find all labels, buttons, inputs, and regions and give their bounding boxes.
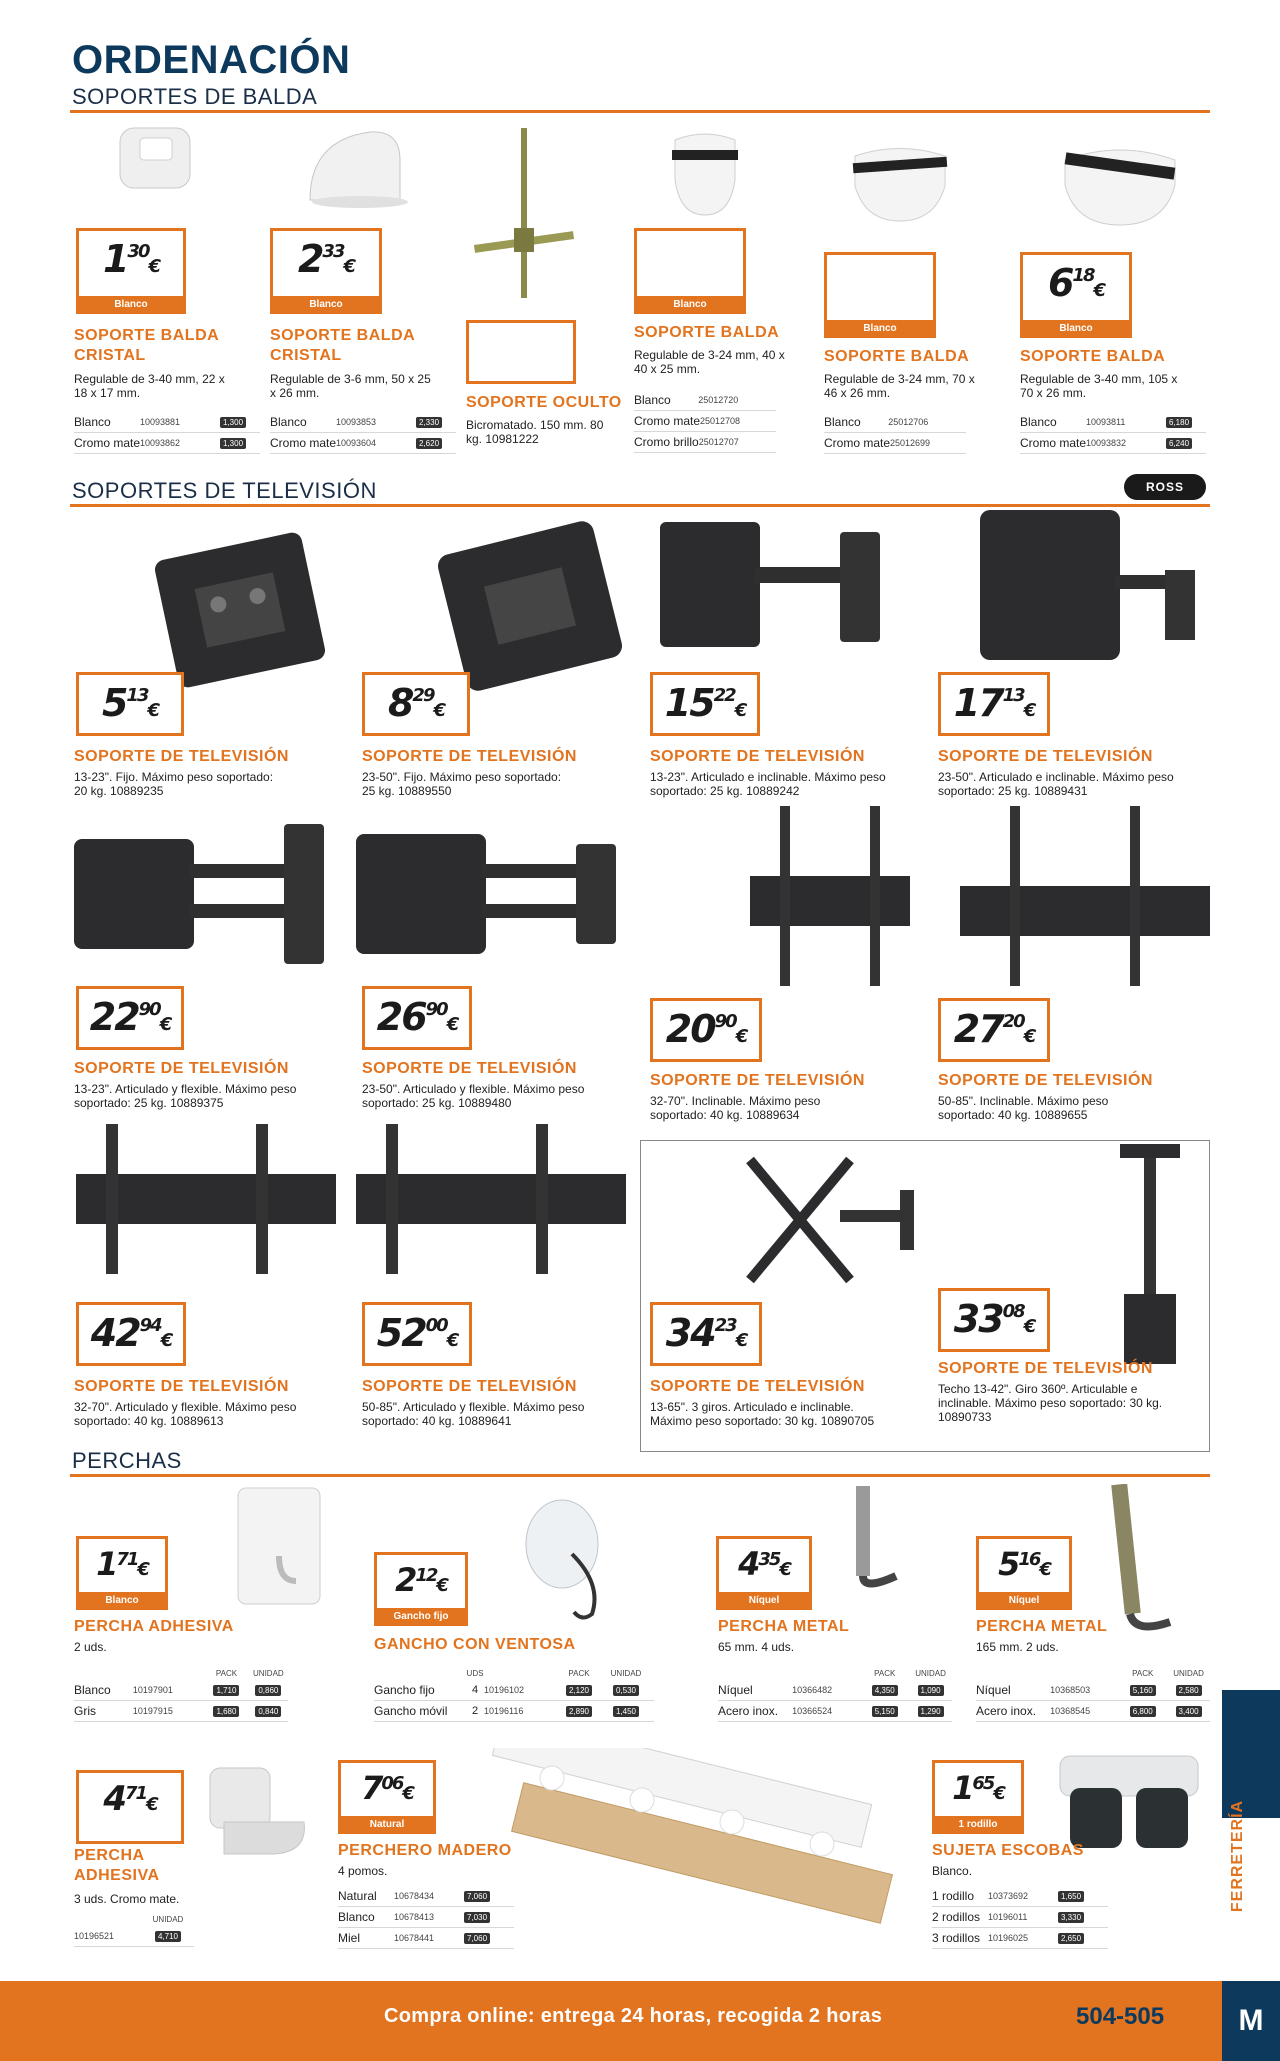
- product-description: 13-23". Articulado y flexible. Máximo peso soportado: 25 kg. 10889375: [74, 1082, 297, 1110]
- variant-row: Blanco 10093881 1,300: [74, 412, 260, 433]
- price-tag: $2^{12}€$ Gancho fijo: [374, 1552, 468, 1626]
- variant-row: Cromo mate 10093604 2,620: [270, 433, 456, 454]
- shelf-bracket-image: [110, 118, 210, 198]
- variant-row: Níquel 10368503 5,160 2,580: [976, 1680, 1210, 1701]
- price-tag: $52^{00}€$: [362, 1302, 472, 1366]
- price-tag: $4^{35}€$ Níquel: [716, 1536, 812, 1610]
- price-tag: $34^{23}€$: [650, 1302, 762, 1366]
- price-tag: $22^{90}€$: [76, 986, 184, 1050]
- metal-hook-image: [1100, 1484, 1180, 1644]
- table-header: UDS PACK UNIDAD: [466, 1668, 642, 1678]
- table-header: PACK UNIDAD: [215, 1668, 284, 1678]
- variant-table: [338, 1886, 514, 1949]
- product-description: Regulable de 3-6 mm, 50 x 25 x 26 mm.: [270, 372, 431, 400]
- variant-row: 2 rodillos 10196011 3,330: [932, 1907, 1108, 1928]
- product-name: SOPORTE DE TELEVISIÓN: [362, 1060, 577, 1077]
- product-description: 13-23". Articulado e inclinable. Máximo peso soportado: 25 kg. 10889242: [650, 770, 886, 798]
- variant-row: Miel 10678441 7,060: [338, 1928, 514, 1949]
- price-tag: Blanco: [634, 228, 746, 314]
- product-description: 50-85". Inclinable. Máximo peso soportado: 40 kg. 10889655: [938, 1094, 1109, 1122]
- product-description: 32-70". Inclinable. Máximo peso soportado: 40 kg. 10889634: [650, 1094, 821, 1122]
- variant-table: [1020, 412, 1206, 454]
- product-name: PERCHA METAL: [718, 1618, 850, 1635]
- footer-text: Compra online: entrega 24 horas, recogida 2 horas: [384, 2005, 883, 2027]
- product-description: Regulable de 3-24 mm, 40 x 40 x 25 mm.: [634, 348, 785, 376]
- price-tag: $27^{20}€$: [938, 998, 1050, 1062]
- product-name: SOPORTE DE TELEVISIÓN: [938, 1072, 1153, 1089]
- hook-image: [204, 1762, 314, 1862]
- price-tag: $20^{90}€$: [650, 998, 762, 1062]
- variant-table: [932, 1886, 1108, 1949]
- product-name: SOPORTE BALDA CRISTAL: [74, 327, 219, 364]
- page-title: ORDENACIÓN: [72, 38, 351, 82]
- section-title-shelf: SOPORTES DE BALDA: [72, 84, 318, 109]
- price-tag: $1^{65}€$ 1 rodillo: [932, 1760, 1024, 1834]
- page-numbers: 504-505: [1076, 2003, 1165, 2030]
- product-name: SOPORTE DE TELEVISIÓN: [74, 1060, 289, 1077]
- product-name: SOPORTE DE TELEVISIÓN: [938, 748, 1153, 765]
- product-description: 3 uds. Cromo mate.: [74, 1892, 180, 1906]
- product-description: 165 mm. 2 uds.: [976, 1640, 1059, 1654]
- variant-row: Cromo brillo 25012707: [634, 432, 776, 453]
- product-description: 32-70". Articulado y flexible. Máximo peso soportado: 40 kg. 10889613: [74, 1400, 297, 1428]
- section-title-tv: SOPORTES DE TELEVISIÓN: [72, 478, 377, 503]
- footer-bar: [0, 1981, 1280, 2061]
- tv-mount-image: [356, 1124, 626, 1274]
- product-description: 23-50". Articulado e inclinable. Máximo peso soportado: 25 kg. 10889431: [938, 770, 1174, 798]
- variant-table: [976, 1666, 1210, 1722]
- variant-row: Blanco 10678413 7,030: [338, 1907, 514, 1928]
- variant-row: 1 rodillo 10373692 1,650: [932, 1886, 1108, 1907]
- tv-mount-image: [74, 824, 340, 964]
- side-tab: [1222, 1690, 1280, 1818]
- product-name: SOPORTE DE TELEVISIÓN: [938, 1360, 1153, 1377]
- price-tag: $8^{29}€$: [362, 672, 470, 736]
- tv-mount-image: [740, 1150, 920, 1310]
- variant-table: [718, 1666, 952, 1722]
- tv-mount-image: [76, 1124, 336, 1274]
- product-name: PERCHA ADHESIVA: [74, 1618, 234, 1635]
- table-header: PACK UNIDAD: [874, 1668, 946, 1678]
- side-category-label: FERRETERÍA: [1229, 1799, 1246, 1913]
- tv-mount-image: [430, 516, 630, 696]
- product-name: SOPORTE DE TELEVISIÓN: [362, 748, 577, 765]
- variant-table: [374, 1666, 654, 1722]
- table-header: UNIDAD: [152, 1914, 184, 1924]
- variant-row: Cromo mate 25012699: [824, 433, 966, 454]
- metal-hook-image: [836, 1486, 916, 1596]
- tv-mount-image: [356, 824, 626, 964]
- section-divider: [70, 110, 1210, 113]
- section-divider: [70, 504, 1210, 507]
- product-description: 13-23". Fijo. Máximo peso soportado: 20 kg. 10889235: [74, 770, 274, 798]
- price-tag: $2^{33}€$ Blanco: [270, 228, 382, 314]
- tv-mount-image: [750, 806, 910, 986]
- product-name: SUJETA ESCOBAS: [932, 1842, 1084, 1859]
- ceiling-tv-mount-image: [1110, 1144, 1190, 1374]
- hook-image: [236, 1486, 322, 1606]
- product-name: SOPORTE BALDA CRISTAL: [270, 327, 415, 364]
- variant-row: 10196521 4,710: [74, 1926, 194, 1947]
- price-tag: $42^{94}€$: [76, 1302, 186, 1366]
- variant-row: 3 rodillos 10196025 2,650: [932, 1928, 1108, 1949]
- hidden-support-image: [474, 128, 574, 308]
- product-description: 50-85". Articulado y flexible. Máximo peso soportado: 40 kg. 10889641: [362, 1400, 585, 1428]
- suction-hook-image: [512, 1494, 622, 1624]
- shelf-bracket-image: [845, 126, 955, 226]
- variant-row: Gancho fijo 4 10196102 2,120 0,530: [374, 1680, 654, 1701]
- product-description: 23-50". Articulado y flexible. Máximo peso soportado: 25 kg. 10889480: [362, 1082, 585, 1110]
- price-tag: $15^{22}€$: [650, 672, 760, 736]
- price-tag: [466, 320, 576, 384]
- product-description: Regulable de 3-24 mm, 70 x 46 x 26 mm.: [824, 372, 975, 400]
- price-tag: $6^{18}€$ Blanco: [1020, 252, 1132, 338]
- product-description: 2 uds.: [74, 1640, 107, 1654]
- price-tag: $33^{08}€$: [938, 1288, 1050, 1352]
- product-description: 4 pomos.: [338, 1864, 388, 1878]
- product-name: SOPORTE BALDA: [1020, 348, 1166, 365]
- product-description: Regulable de 3-40 mm, 22 x 18 x 17 mm.: [74, 372, 225, 400]
- product-name: SOPORTE BALDA: [634, 324, 780, 341]
- product-name: SOPORTE DE TELEVISIÓN: [650, 1378, 865, 1395]
- variant-row: Blanco 25012720: [634, 390, 776, 411]
- variant-row: Natural 10678434 7,060: [338, 1886, 514, 1907]
- variant-row: Cromo mate 25012708: [634, 411, 776, 432]
- tv-mount-image: [980, 510, 1200, 670]
- section-title-perchas: PERCHAS: [72, 1448, 182, 1473]
- variant-row: Cromo mate 10093862 1,300: [74, 433, 260, 454]
- product-name: PERCHA ADHESIVA: [74, 1847, 160, 1884]
- price-tag: $17^{13}€$: [938, 672, 1050, 736]
- variant-row: Blanco 25012706: [824, 412, 966, 433]
- variant-row: Níquel 10366482 4,350 1,090: [718, 1680, 952, 1701]
- product-description: 23-50". Fijo. Máximo peso soportado: 25 kg. 10889550: [362, 770, 562, 798]
- price-tag: $26^{90}€$: [362, 986, 472, 1050]
- variant-row: Acero inox. 10366524 5,150 1,290: [718, 1701, 952, 1722]
- variant-table: [74, 1912, 194, 1947]
- product-description: Blanco.: [932, 1864, 973, 1878]
- product-name: GANCHO CON VENTOSA: [374, 1636, 576, 1653]
- product-description: 13-65". 3 giros. Articulado e inclinable. Máximo peso soportado: 30 kg. 10890705: [650, 1400, 875, 1428]
- variant-row: Blanco 10093853 2,330: [270, 412, 456, 433]
- product-name: SOPORTE DE TELEVISIÓN: [74, 748, 289, 765]
- product-name: SOPORTE DE TELEVISIÓN: [362, 1378, 577, 1395]
- price-tag: $4^{71}€$: [76, 1770, 184, 1844]
- broom-holder-image: [1056, 1752, 1202, 1852]
- brand-logo-icon: M: [1222, 1981, 1280, 2061]
- price-tag: $1^{71}€$ Blanco: [76, 1536, 168, 1610]
- section-divider: [70, 1474, 1210, 1477]
- product-name: SOPORTE DE TELEVISIÓN: [74, 1378, 289, 1395]
- product-name: SOPORTE DE TELEVISIÓN: [650, 748, 865, 765]
- product-description: Techo 13-42". Giro 360º. Articulable e inclinable. Máximo peso soportado: 30 kg. 10890733: [938, 1382, 1163, 1424]
- price-tag: $1^{30}€$ Blanco: [76, 228, 186, 314]
- product-name: SOPORTE DE TELEVISIÓN: [650, 1072, 865, 1089]
- variant-table: [824, 412, 966, 454]
- product-name: PERCHA METAL: [976, 1618, 1108, 1635]
- variant-row: Blanco 10093811 6,180: [1020, 412, 1206, 433]
- tv-mount-image: [660, 512, 900, 662]
- product-description: 65 mm. 4 uds.: [718, 1640, 795, 1654]
- price-tag: $5^{16}€$ Níquel: [976, 1536, 1072, 1610]
- variant-row: Blanco 10197901 1,710 0,860: [74, 1680, 288, 1701]
- table-header: PACK UNIDAD: [1132, 1668, 1204, 1678]
- variant-row: Gancho móvil 2 10196116 2,890 1,450: [374, 1701, 654, 1722]
- product-name: SOPORTE BALDA: [824, 348, 970, 365]
- price-tag: $5^{13}€$: [76, 672, 184, 736]
- price-tag: Blanco: [824, 252, 936, 338]
- brand-logo: ROSS: [1124, 474, 1206, 500]
- variant-table: [270, 412, 456, 454]
- shelf-bracket-image: [660, 120, 750, 220]
- coat-rack-image: [492, 1748, 900, 1928]
- product-description: Bicromatado. 150 mm. 80 kg. 10981222: [466, 418, 604, 446]
- tv-mount-image: [960, 806, 1210, 986]
- variant-table: [634, 390, 776, 453]
- shelf-bracket-image: [1055, 130, 1185, 230]
- product-description: Regulable de 3-40 mm, 105 x 70 x 26 mm.: [1020, 372, 1178, 400]
- product-name: SOPORTE OCULTO: [466, 394, 622, 411]
- shelf-bracket-image: [300, 120, 410, 215]
- variant-row: Acero inox. 10368545 6,800 3,400: [976, 1701, 1210, 1722]
- price-tag: $7^{06}€$ Natural: [338, 1760, 436, 1834]
- variant-row: Cromo mate 10093832 6,240: [1020, 433, 1206, 454]
- variant-row: Gris 10197915 1,680 0,840: [74, 1701, 288, 1722]
- variant-table: [74, 1666, 288, 1722]
- variant-table: [74, 412, 260, 454]
- product-name: PERCHERO MADERO: [338, 1842, 512, 1859]
